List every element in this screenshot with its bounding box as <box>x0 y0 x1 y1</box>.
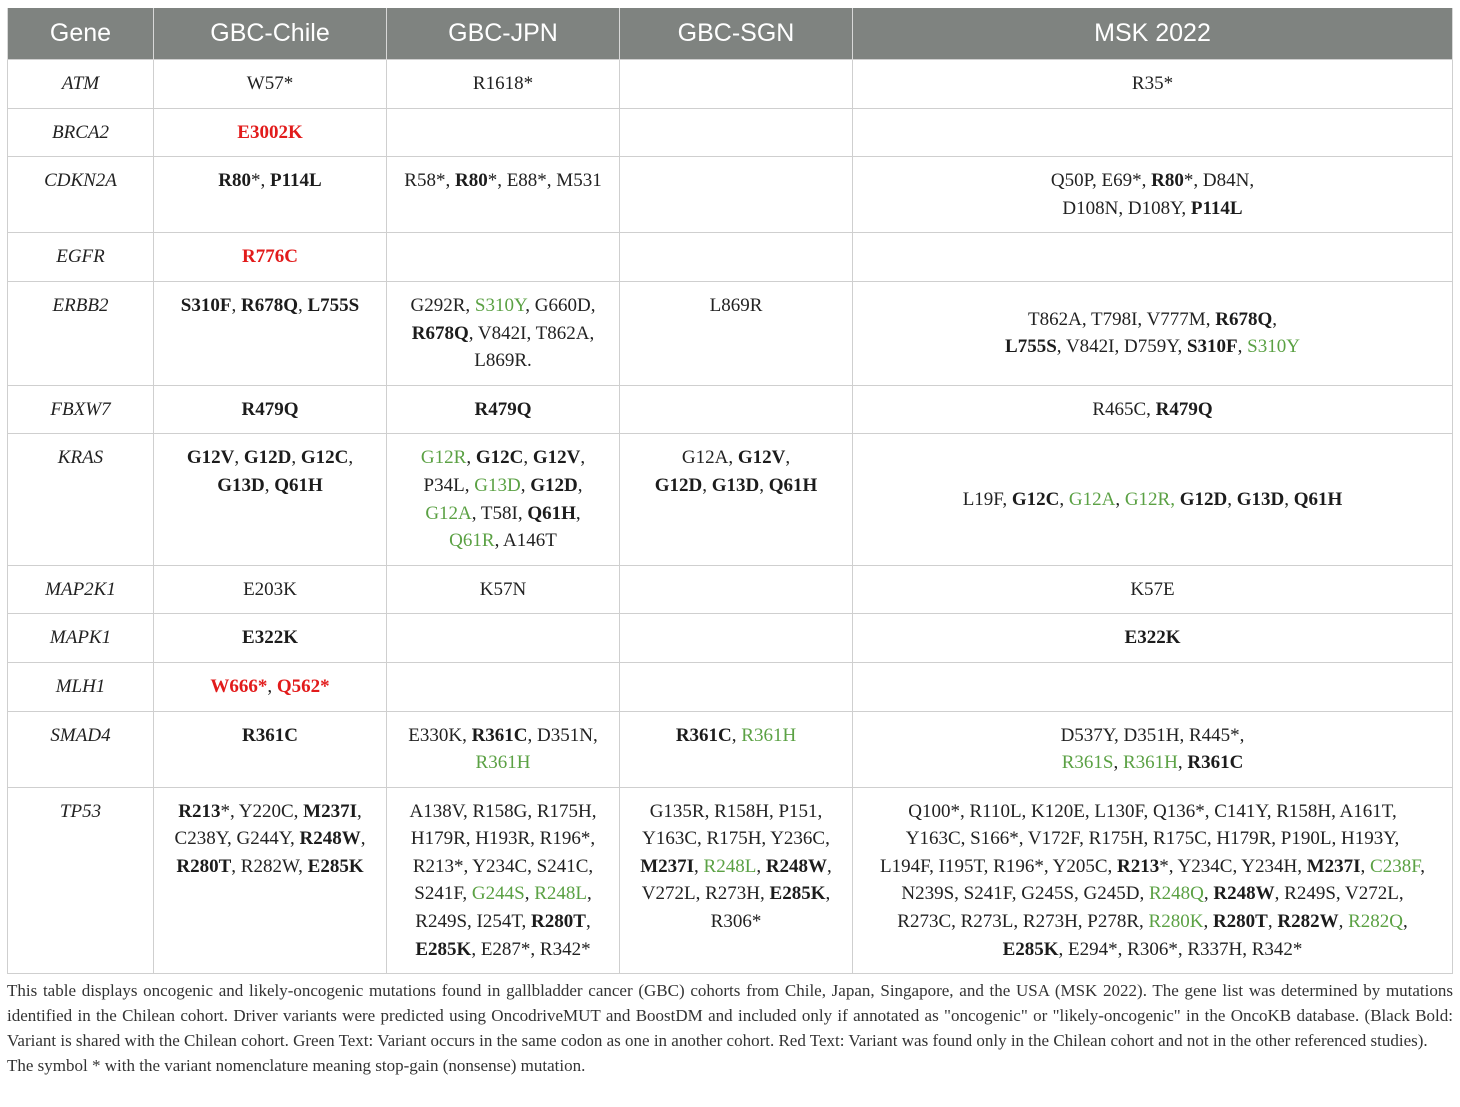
shared-variant: G13D <box>711 474 760 496</box>
shared-variant: E322K <box>242 627 298 649</box>
shared-variant: G12C <box>300 447 349 469</box>
chile-only-variant: Q562* <box>276 675 330 697</box>
variant-text: A138V, R158G, R175H, <box>409 800 597 822</box>
variant-text: , <box>1338 911 1349 933</box>
variant-text: , <box>297 294 308 316</box>
variant-text: L869R. <box>474 350 532 372</box>
gene-name-cell: MLH1 <box>8 662 154 711</box>
variant-text: , <box>1402 911 1408 933</box>
gbc-sgn-variants-cell <box>620 662 853 711</box>
gbc-sgn-variants-cell <box>620 108 853 157</box>
same-codon-variant: G13D <box>474 474 521 496</box>
variant-text: , V842I, T862A, <box>468 322 595 344</box>
shared-variant: R80 <box>218 170 251 192</box>
mutations-table <box>7 8 1453 974</box>
variant-text: Q100*, R110L, K120E, L130F, Q136*, C141Y, R158H, A161T, <box>908 800 1397 822</box>
same-codon-variant: R248L <box>534 883 587 905</box>
table-row <box>8 711 1453 787</box>
same-codon-variant: R361H <box>1122 752 1178 774</box>
table-row <box>8 662 1453 711</box>
gbc-chile-variants-cell <box>154 385 387 434</box>
variant-text: , <box>1284 488 1294 510</box>
gbc-sgn-variants-cell <box>620 60 853 109</box>
variant-text: , <box>585 911 591 933</box>
same-codon-variant: G12A <box>425 502 472 524</box>
gene-name-cell: KRAS <box>8 434 154 565</box>
gbc-sgn-variants-cell <box>620 565 853 614</box>
variant-text: , R282W, <box>231 855 308 877</box>
gbc-sgn-variants-cell <box>620 434 853 565</box>
variant-text: , <box>580 447 586 469</box>
gene-name-cell: FBXW7 <box>8 385 154 434</box>
shared-variant: G12V <box>737 447 786 469</box>
header-gene: Gene <box>8 8 154 60</box>
shared-variant: Q61H <box>527 502 576 524</box>
shared-variant: G12C <box>1011 488 1060 510</box>
variant-text: R249S, I254T, <box>415 911 532 933</box>
msk-2022-variants-cell <box>853 233 1453 282</box>
mutations-table-container <box>7 8 1452 974</box>
msk-2022-variants-cell <box>853 385 1453 434</box>
variant-text: , <box>759 474 769 496</box>
gbc-jpn-variants-cell <box>387 60 620 109</box>
gene-name-cell: EGFR <box>8 233 154 282</box>
variant-text: , E294*, R306*, R337H, R342* <box>1058 938 1303 960</box>
msk-2022-variants-cell <box>853 787 1453 974</box>
variant-text: , <box>1203 911 1213 933</box>
same-codon-variant: G12R <box>420 447 467 469</box>
msk-2022-variants-cell <box>853 60 1453 109</box>
gbc-jpn-variants-cell <box>387 711 620 787</box>
variant-text: K57E <box>1130 578 1175 600</box>
shared-variant: R280T <box>1212 911 1268 933</box>
same-codon-variant: R361H <box>475 752 531 774</box>
variant-text: L194F, I195T, R196*, Y205C, <box>879 855 1118 877</box>
shared-variant: G13D <box>217 474 265 496</box>
gbc-jpn-variants-cell <box>387 614 620 663</box>
shared-variant: L755S <box>307 294 360 316</box>
shared-variant: M237I <box>640 855 695 877</box>
variant-text: *, D84N, <box>1183 170 1255 192</box>
variant-text: , <box>702 474 712 496</box>
msk-2022-variants-cell <box>853 565 1453 614</box>
same-codon-variant: G12R, <box>1124 488 1175 510</box>
variant-text: R306* <box>710 911 762 933</box>
shared-variant: Q61H <box>274 474 323 496</box>
table-row <box>8 281 1453 385</box>
variant-text: , <box>357 800 362 822</box>
shared-variant: G13D <box>1236 488 1285 510</box>
variant-text: , V842I, D759Y, <box>1056 336 1187 358</box>
variant-text: G292R, <box>410 294 475 316</box>
shared-variant: R678Q <box>1215 308 1273 330</box>
variant-text: , <box>291 447 301 469</box>
gbc-chile-variants-cell <box>154 233 387 282</box>
gbc-sgn-variants-cell <box>620 711 853 787</box>
variant-text: , <box>785 447 791 469</box>
variant-text: R213*, Y234C, S241C, <box>412 855 594 877</box>
variant-text: , G660D, <box>525 294 596 316</box>
table-row <box>8 565 1453 614</box>
variant-text: , <box>756 855 766 877</box>
header-gbc-sgn: GBC-SGN <box>620 8 853 60</box>
table-header-row <box>8 8 1453 60</box>
shared-variant: L755S <box>1005 336 1057 358</box>
variant-text: , <box>1177 752 1188 774</box>
shared-variant: R479Q <box>1155 398 1213 420</box>
msk-2022-variants-cell <box>853 614 1453 663</box>
variant-text: P34L, <box>423 474 475 496</box>
table-row <box>8 108 1453 157</box>
variant-text: , <box>466 447 476 469</box>
table-row <box>8 614 1453 663</box>
gene-name-cell: MAPK1 <box>8 614 154 663</box>
shared-variant: E285K <box>415 938 472 960</box>
same-codon-variant: Q61R <box>449 530 495 552</box>
variant-text: E203K <box>243 578 297 600</box>
gbc-sgn-variants-cell <box>620 233 853 282</box>
variant-text: , <box>577 474 583 496</box>
variant-text: , <box>1113 752 1123 774</box>
variant-text: , <box>267 675 277 697</box>
header-gbc-chile: GBC-Chile <box>154 8 387 60</box>
table-row <box>8 787 1453 974</box>
variant-text: R35* <box>1131 73 1174 94</box>
variant-text: , <box>1115 488 1125 510</box>
same-codon-variant: R248Q <box>1149 883 1204 905</box>
table-row <box>8 233 1453 282</box>
variant-text: G12A, <box>681 447 738 469</box>
gbc-jpn-variants-cell <box>387 787 620 974</box>
variant-text: Y163C, R175H, Y236C, <box>642 828 830 850</box>
shared-variant: R80 <box>454 170 488 192</box>
variant-text: H179R, H193R, R196*, <box>410 828 596 850</box>
same-codon-variant: G244S <box>471 883 525 905</box>
variant-text: K57N <box>479 578 527 600</box>
shared-variant: R479Q <box>474 398 532 420</box>
variant-text: S241F, <box>414 883 472 905</box>
header-msk-2022: MSK 2022 <box>853 8 1453 60</box>
gbc-jpn-variants-cell <box>387 434 620 565</box>
shared-variant: R80 <box>1151 170 1184 192</box>
shared-variant: R678Q <box>411 322 469 344</box>
variant-text: , <box>234 447 244 469</box>
msk-2022-variants-cell <box>853 108 1453 157</box>
gene-name-cell: ERBB2 <box>8 281 154 385</box>
variant-text: , <box>360 828 366 850</box>
gbc-chile-variants-cell <box>154 434 387 565</box>
variant-text: D537Y, D351H, R445*, <box>1060 724 1245 746</box>
variant-text: , <box>694 855 704 877</box>
table-caption: This table displays oncogenic and likely-oncogenic mutations found in gallbladder cancer (GBC) cohorts from Chile, Japan, Singapore, and the USA (MSK 2022). The gene list was determined by mutations identified in the Chilean cohort. Driver variants were predicted using OncodriveMUT and BoostDM and included only if annotated as "oncogenic" or "likely-oncogenic" in the OncoKB database. (Black Bold: Variant is shared with the Chilean cohort. Green Text: Variant occurs in the same codon as one in another cohort. Red Text: Variant was found only in the Chilean cohort and not in the other referenced studies). <box>7 981 1453 1050</box>
table-row <box>8 385 1453 434</box>
variant-text: , A146T <box>494 530 557 552</box>
shared-variant: G12V <box>186 447 235 469</box>
table-row <box>8 434 1453 565</box>
variant-text: Q50P, E69*, <box>1050 170 1152 192</box>
shared-variant: R361C <box>242 724 298 746</box>
variant-text: , <box>731 724 742 746</box>
shared-variant: R248W <box>765 855 828 877</box>
gbc-jpn-variants-cell <box>387 385 620 434</box>
shared-variant: G12D <box>243 447 292 469</box>
shared-variant: G12D <box>1179 488 1228 510</box>
shared-variant: R361C <box>471 724 528 746</box>
chile-only-variant: W666* <box>210 675 268 697</box>
shared-variant: R678Q <box>240 294 298 316</box>
shared-variant: R248W <box>299 828 361 850</box>
gbc-chile-variants-cell <box>154 281 387 385</box>
shared-variant: R213 <box>178 800 221 822</box>
shared-variant: R213 <box>1117 855 1160 877</box>
variant-text: , <box>348 447 354 469</box>
shared-variant: M237I <box>303 800 357 822</box>
variant-text: , <box>827 855 832 877</box>
same-codon-variant: R361H <box>741 724 797 746</box>
shared-variant: R282W <box>1277 911 1339 933</box>
shared-variant: E285K <box>307 855 364 877</box>
variant-text: , <box>524 883 535 905</box>
shared-variant: R479Q <box>241 398 299 420</box>
gbc-jpn-variants-cell <box>387 565 620 614</box>
variant-text: , <box>1059 488 1069 510</box>
variant-text: N239S, S241F, G245S, G245D, <box>901 883 1149 905</box>
shared-variant: G12C <box>475 447 524 469</box>
gbc-chile-variants-cell <box>154 108 387 157</box>
variant-text: , R249S, V272L, <box>1274 883 1404 905</box>
same-codon-variant: R282Q <box>1348 911 1403 933</box>
variant-text: *, E88*, M531 <box>487 170 602 192</box>
variant-text: , D351N, <box>527 724 598 746</box>
shared-variant: R280T <box>176 855 232 877</box>
gbc-jpn-variants-cell <box>387 233 620 282</box>
gbc-chile-variants-cell <box>154 711 387 787</box>
gbc-jpn-variants-cell <box>387 108 620 157</box>
shared-variant: R248W <box>1213 883 1275 905</box>
shared-variant: Q61H <box>1293 488 1343 510</box>
gbc-sgn-variants-cell <box>620 787 853 974</box>
variant-text: R465C, <box>1092 398 1156 420</box>
shared-variant: S310F <box>1186 336 1238 358</box>
gbc-chile-variants-cell <box>154 614 387 663</box>
shared-variant: P114L <box>270 170 322 192</box>
variant-text: , <box>1227 488 1237 510</box>
same-codon-variant: R361S <box>1061 752 1114 774</box>
variant-text: , <box>575 502 581 524</box>
table-row <box>8 157 1453 233</box>
gbc-sgn-variants-cell <box>620 157 853 233</box>
variant-text: R1618* <box>472 73 534 94</box>
stop-gain-symbol-note: The symbol * with the variant nomenclature meaning stop-gain (nonsense) mutation. <box>7 1056 586 1075</box>
gbc-chile-variants-cell <box>154 662 387 711</box>
variant-text: , <box>1237 336 1248 358</box>
shared-variant: Q61H <box>768 474 818 496</box>
gene-name-cell: BRCA2 <box>8 108 154 157</box>
variant-text: *, <box>251 170 270 192</box>
gbc-chile-variants-cell <box>154 565 387 614</box>
gbc-chile-variants-cell <box>154 157 387 233</box>
variant-text: , <box>231 294 241 316</box>
same-codon-variant: S310Y <box>1247 336 1300 358</box>
variant-text: , <box>586 883 592 905</box>
shared-variant: S310F <box>180 294 232 316</box>
shared-variant: R361C <box>675 724 732 746</box>
gbc-jpn-variants-cell <box>387 281 620 385</box>
table-row <box>8 60 1453 109</box>
variant-text: , <box>1203 883 1214 905</box>
gbc-jpn-variants-cell <box>387 157 620 233</box>
shared-variant: P114L <box>1190 197 1243 219</box>
same-codon-variant: S310Y <box>474 294 526 316</box>
variant-text: L19F, <box>962 488 1012 510</box>
gene-name-cell: TP53 <box>8 787 154 974</box>
msk-2022-variants-cell <box>853 662 1453 711</box>
msk-2022-variants-cell <box>853 434 1453 565</box>
table-footnotes <box>7 978 1453 1078</box>
variant-text: , <box>523 447 533 469</box>
shared-variant: R280T <box>531 911 586 933</box>
gbc-chile-variants-cell <box>154 60 387 109</box>
variant-text: , <box>520 474 531 496</box>
gbc-sgn-variants-cell <box>620 281 853 385</box>
variant-text: , T58I, <box>471 502 528 524</box>
gbc-sgn-variants-cell <box>620 385 853 434</box>
gene-name-cell: SMAD4 <box>8 711 154 787</box>
variant-text: D108N, D108Y, <box>1062 197 1191 219</box>
variant-text: , <box>264 474 275 496</box>
same-codon-variant: G12A <box>1068 488 1116 510</box>
variant-text: L869R <box>709 294 763 316</box>
variant-text: , <box>1272 308 1277 330</box>
variant-text: W57* <box>246 73 294 94</box>
same-codon-variant: R280K <box>1148 911 1204 933</box>
shared-variant: E322K <box>1124 627 1181 649</box>
variant-text: , <box>1360 855 1371 877</box>
chile-only-variant: E3002K <box>237 121 303 143</box>
variant-text: *, Y234C, Y234H, <box>1159 855 1307 877</box>
variant-text: V272L, R273H, <box>641 883 770 905</box>
shared-variant: E285K <box>769 883 826 905</box>
variant-text: , <box>1420 855 1425 877</box>
gbc-chile-variants-cell <box>154 787 387 974</box>
same-codon-variant: R248L <box>703 855 757 877</box>
msk-2022-variants-cell <box>853 711 1453 787</box>
shared-variant: R361C <box>1187 752 1244 774</box>
gbc-sgn-variants-cell <box>620 614 853 663</box>
msk-2022-variants-cell <box>853 281 1453 385</box>
shared-variant: M237I <box>1306 855 1361 877</box>
variant-text: *, Y220C, <box>220 800 304 822</box>
shared-variant: G12D <box>530 474 578 496</box>
variant-text: C238Y, G244Y, <box>174 828 300 850</box>
shared-variant: E285K <box>1002 938 1059 960</box>
gene-name-cell: MAP2K1 <box>8 565 154 614</box>
variant-text: , <box>1267 911 1278 933</box>
same-codon-variant: C238F <box>1370 855 1421 877</box>
variant-text: , E287*, R342* <box>471 938 591 960</box>
variant-text: R273C, R273L, R273H, P278R, <box>897 911 1149 933</box>
msk-2022-variants-cell <box>853 157 1453 233</box>
gene-name-cell: CDKN2A <box>8 157 154 233</box>
shared-variant: G12D <box>654 474 703 496</box>
header-gbc-jpn: GBC-JPN <box>387 8 620 60</box>
variant-text: T862A, T798I, V777M, <box>1028 308 1216 330</box>
gene-name-cell: ATM <box>8 60 154 109</box>
variant-text: G135R, R158H, P151, <box>649 800 823 822</box>
gbc-jpn-variants-cell <box>387 662 620 711</box>
variant-text: E330K, <box>408 724 472 746</box>
variant-text: , <box>825 883 831 905</box>
table-body <box>8 60 1453 974</box>
variant-text: R58*, <box>404 170 455 192</box>
chile-only-variant: R776C <box>242 246 298 268</box>
shared-variant: G12V <box>532 447 581 469</box>
variant-text: Y163C, S166*, V172F, R175H, R175C, H179R, P190L, H193Y, <box>905 828 1400 850</box>
